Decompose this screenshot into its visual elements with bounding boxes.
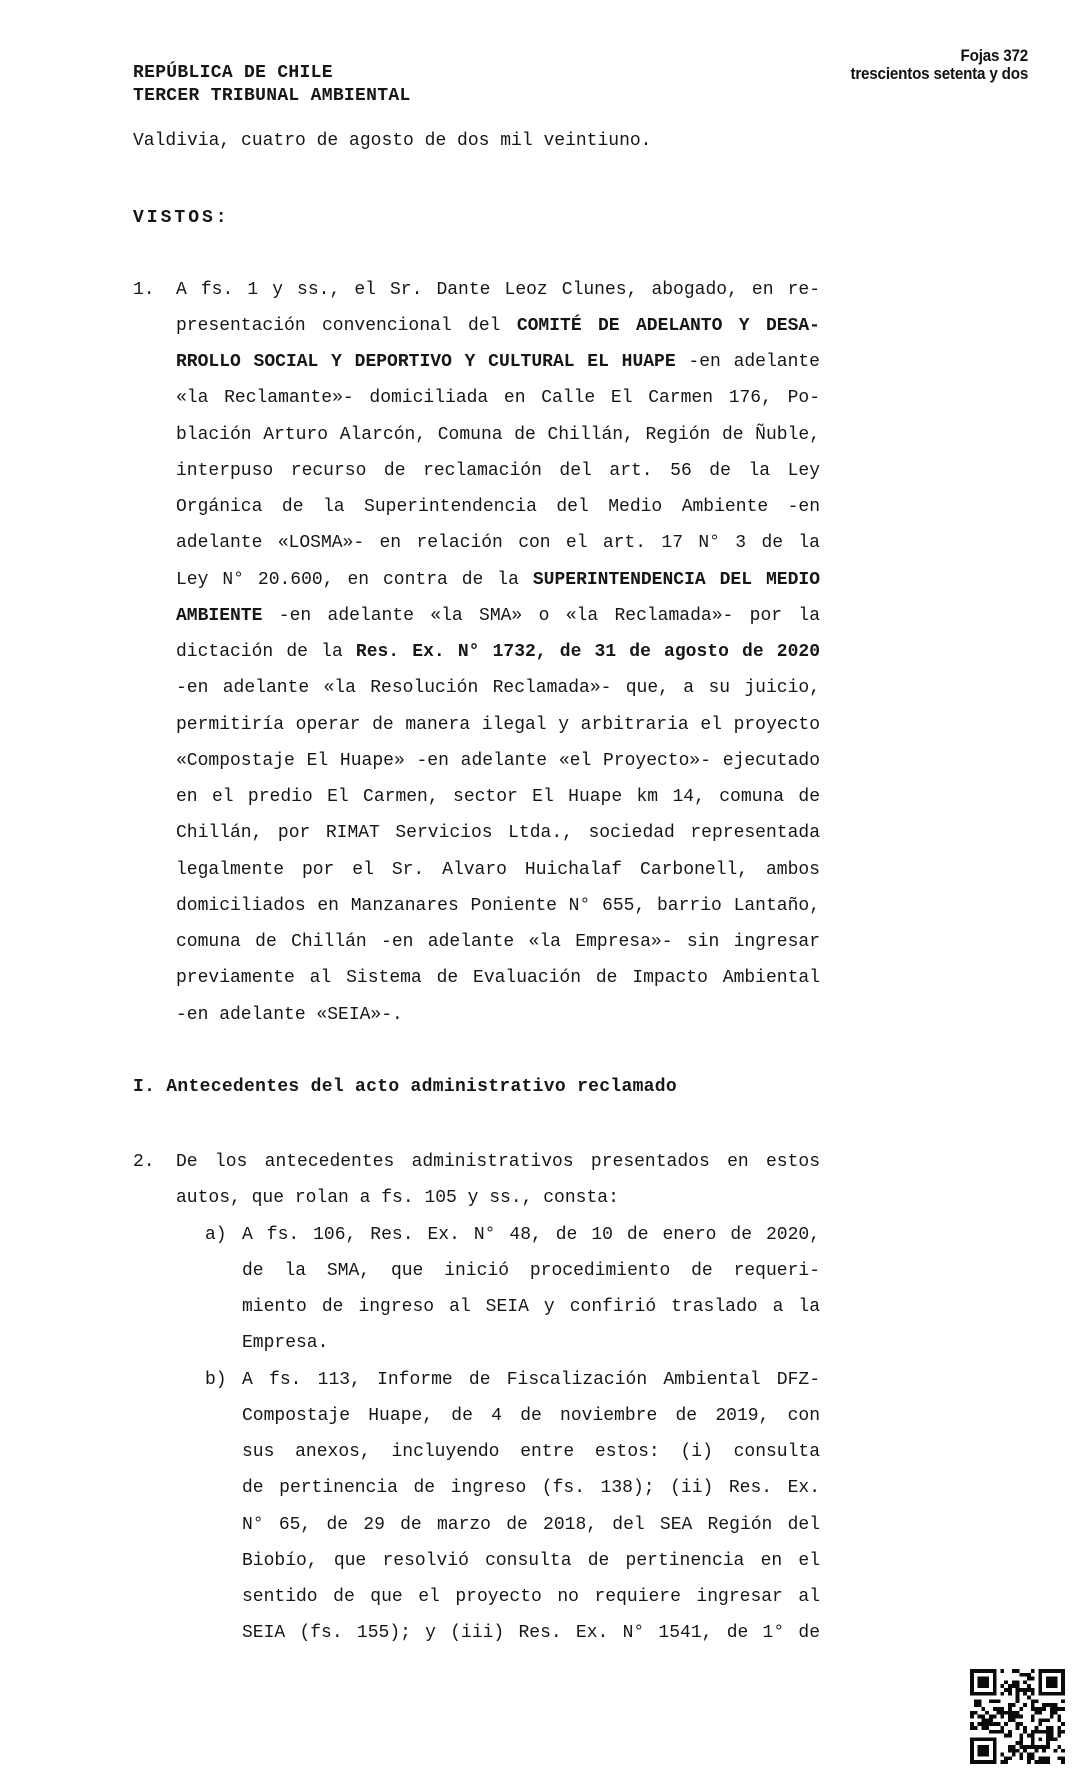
text-line: RROLLO SOCIAL Y DEPORTIVO Y CULTURAL EL HUAPE -en adelante bbox=[176, 352, 820, 372]
text-line: «la Reclamante»- domiciliada en Calle El Carmen 176, Po- bbox=[176, 388, 820, 409]
text-line: miento de ingreso al SEIA y confirió traslado a la bbox=[242, 1297, 820, 1317]
fojas-words: trescientos setenta y dos bbox=[850, 65, 1028, 83]
paragraph bbox=[242, 1362, 820, 1652]
text-line: comuna de Chillán -en adelante «la Empresa»- sin ingresar bbox=[176, 932, 820, 952]
text-line: de pertinencia de ingreso (fs. 138); (ii) Res. Ex. bbox=[242, 1478, 820, 1499]
text-line: sus anexos, incluyendo entre estos: (i) consulta bbox=[242, 1442, 820, 1462]
list-marker: b) bbox=[205, 1369, 227, 1390]
verification-qr-code bbox=[970, 1668, 1065, 1765]
paragraph bbox=[242, 1217, 820, 1362]
paragraph bbox=[176, 1144, 820, 1217]
fojas-stamp bbox=[850, 47, 1028, 83]
text-line: -en adelante «la Resolución Reclamada»- que, a su juicio, bbox=[176, 678, 820, 699]
text-line: -en adelante «SEIA»-. bbox=[176, 1004, 403, 1025]
text-line: AMBIENTE -en adelante «la SMA» o «la Reclamada»- por la bbox=[176, 605, 820, 626]
list-marker: a) bbox=[205, 1224, 227, 1245]
text-line: presentación convencional del COMITÉ DE ADELANTO Y DESA- bbox=[176, 315, 820, 336]
text-line: adelante «LOSMA»- en relación con el art. 17 N° 3 de la bbox=[176, 533, 820, 554]
fojas-number: Fojas 372 bbox=[960, 47, 1028, 65]
text-line: A fs. 106, Res. Ex. N° 48, de 10 de enero de 2020, bbox=[242, 1224, 820, 1245]
paragraph bbox=[176, 272, 820, 1033]
list-item-1 bbox=[133, 272, 820, 1033]
court-header bbox=[133, 62, 820, 108]
dateline: Valdivia, cuatro de agosto de dos mil veintiuno. bbox=[133, 131, 652, 151]
court-name-line1: REPÚBLICA DE CHILE bbox=[133, 63, 333, 83]
court-name-line2: TERCER TRIBUNAL AMBIENTAL bbox=[133, 86, 411, 106]
list-item-a bbox=[133, 1217, 820, 1362]
text-line: De los antecedentes administrativos presentados en estos bbox=[176, 1152, 820, 1172]
text-line: de la SMA, que inició procedimiento de requeri- bbox=[242, 1260, 820, 1281]
text-line: «Compostaje El Huape» -en adelante «el Proyecto»- ejecutado bbox=[176, 750, 820, 771]
text-line: permitiría operar de manera ilegal y arbitraria el proyecto bbox=[176, 714, 820, 735]
text-line: legalmente por el Sr. Alvaro Huichalaf Carbonell, ambos bbox=[176, 859, 820, 880]
text-line: en el predio El Carmen, sector El Huape km 14, comuna de bbox=[176, 787, 820, 807]
text-line: A fs. 1 y ss., el Sr. Dante Leoz Clunes, abogado, en re- bbox=[176, 279, 820, 300]
text-line: blación Arturo Alarcón, Comuna de Chillán, Región de Ñuble, bbox=[176, 424, 820, 445]
text-line: interpuso recurso de reclamación del art. 56 de la Ley bbox=[176, 460, 820, 481]
text-line: Biobío, que resolvió consulta de pertinencia en el bbox=[242, 1550, 820, 1571]
document-body bbox=[133, 272, 820, 1652]
text-line: previamente al Sistema de Evaluación de Impacto Ambiental bbox=[176, 968, 820, 989]
text-line: Empresa. bbox=[242, 1333, 329, 1354]
text-line: dictación de la Res. Ex. N° 1732, de 31 de agosto de 2020 bbox=[176, 642, 820, 662]
text-line: Orgánica de la Superintendencia del Medio Ambiente -en bbox=[176, 497, 820, 517]
text-line: SEIA (fs. 155); y (iii) Res. Ex. N° 1541, de 1° de bbox=[242, 1623, 820, 1644]
list-marker: 2. bbox=[133, 1152, 155, 1172]
text-line: Chillán, por RIMAT Servicios Ltda., sociedad representada bbox=[176, 823, 820, 844]
text-line: Ley N° 20.600, en contra de la SUPERINTENDENCIA DEL MEDIO bbox=[176, 569, 820, 590]
text-line: domiciliados en Manzanares Poniente N° 655, barrio Lantaño, bbox=[176, 895, 820, 916]
vistos-heading: VISTOS: bbox=[133, 208, 230, 229]
text-line: Compostaje Huape, de 4 de noviembre de 2019, con bbox=[242, 1405, 820, 1426]
list-item-b bbox=[133, 1362, 820, 1652]
text-line: A fs. 113, Informe de Fiscalización Ambiental DFZ- bbox=[242, 1369, 820, 1390]
text-line: autos, que rolan a fs. 105 y ss., consta: bbox=[176, 1188, 619, 1209]
section-heading: I. Antecedentes del acto administrativo reclamado bbox=[133, 1076, 677, 1097]
text-line: N° 65, de 29 de marzo de 2018, del SEA Región del bbox=[242, 1514, 820, 1535]
list-item-2 bbox=[133, 1144, 820, 1217]
list-marker: 1. bbox=[133, 279, 155, 300]
text-line: sentido de que el proyecto no requiere ingresar al bbox=[242, 1587, 820, 1607]
document-content bbox=[133, 0, 820, 1652]
